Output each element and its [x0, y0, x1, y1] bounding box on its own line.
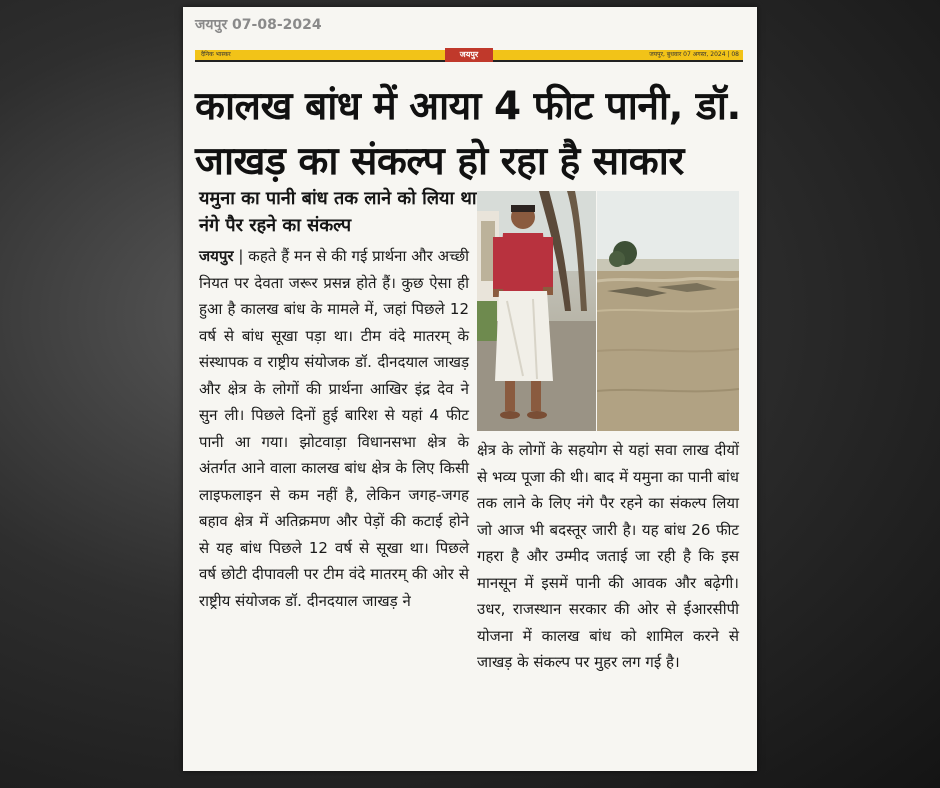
newspaper-clipping	[183, 7, 757, 771]
headline-line-2: जाखड़ का संकल्प हो रहा है साकार	[195, 139, 684, 184]
photo-man-barefoot	[477, 191, 596, 431]
photo-dam-water	[597, 191, 739, 431]
headline	[195, 79, 747, 189]
masthead-bar	[195, 50, 743, 62]
masthead-paper-name: दैनिक भास्कर	[201, 51, 231, 58]
photo-dam-illustration	[597, 191, 739, 431]
subheadline: यमुना का पानी बांध तक लाने को लिया था नंगे पैर रहने का संकल्प	[199, 188, 477, 236]
dateline: जयपुर 07-08-2024	[195, 17, 322, 33]
masthead-date-page: जयपुर, बुधवार 07 अगस्त, 2024 | 08	[649, 51, 739, 58]
masthead-section-tag: जयपुर	[445, 48, 493, 62]
article-column-1-text: कहते हैं मन से की गई प्रार्थना और अच्छी नियत पर देवता जरूर प्रसन्न होते हैं। कुछ ऐसा ही हुआ है कालख बांध के मामले में, जहां पिछले 12 वर्ष से बांध सूखा पड़ा था। टीम वंदे मातरम् के संस्थापक व राष्ट्रीय संयोजक डॉ. दीनदयाल जाखड़ और क्षेत्र के लोगों की प्रार्थना आखिर इंद्र देव ने सुन ली। पिछले दिनों हुई बारिश से यहां 4 फीट पानी आ गया। झोटवाड़ा विधानसभा क्षेत्र के अंतर्गत आने वाला कालख बांध क्षेत्र के लिए किसी लाइफलाइन से कम नहीं है, लेकिन जगह-जगह बहाव क्षेत्र में अतिक्रमण और पेड़ों की कटाई होने से यह बांध पिछले 12 वर्ष से सूखा था। पिछले वर्ष छोटी दीपावली पर टीम वंदे मातरम् की ओर से राष्ट्रीय संयोजक डॉ. दीनदयाल जाखड़ ने	[199, 247, 469, 610]
headline-line-1: कालख बांध में आया 4 फीट पानी, डॉ.	[195, 84, 741, 129]
article-place: जयपुर	[199, 247, 234, 265]
article-column-2: क्षेत्र के लोगों के सहयोग से यहां सवा लाख दीयों से भव्य पूजा की थी। बाद में यमुना का पानी बांध तक लाने के लिए नंगे पैर रहने का संकल्प लिया जो आज भी बदस्तूर जारी है। यह बांध 26 फीट गहरा है और उम्मीद जताई जा रही है कि इस मानसून में इसमें पानी की आवक और बढ़ेगी। उधर, राजस्थान सरकार की ओर से ईआरसीपी योजना में कालख बांध को शामिल करने से जाखड़ के संकल्प पर मुहर लग गई है।	[477, 441, 739, 671]
photo-man-illustration	[477, 191, 596, 431]
article-column-1: जयपुर | कहते हैं मन से की गई प्रार्थना और अच्छी नियत पर देवता जरूर प्रसन्न होते हैं। कुछ ऐसा ही हुआ है कालख बांध के मामले में, जहां पिछले 12 वर्ष से बांध सूखा पड़ा था। टीम वंदे मातरम् के संस्थापक व राष्ट्रीय संयोजक डॉ. दीनदयाल जाखड़ और क्षेत्र के लोगों की प्रार्थना आखिर इंद्र देव ने सुन ली। पिछले दिनों हुई बारिश से यहां 4 फीट पानी आ गया। झोटवाड़ा विधानसभा क्षेत्र के अंतर्गत आने वाला कालख बांध क्षेत्र के लिए किसी लाइफलाइन से कम नहीं है, लेकिन जगह-जगह बहाव क्षेत्र में अतिक्रमण और पेड़ों की कटाई होने से यह बांध पिछले 12 वर्ष से सूखा था। पिछले वर्ष छोटी दीपावली पर टीम वंदे मातरम् की ओर से राष्ट्रीय संयोजक डॉ. दीनदयाल जाखड़ ने	[199, 247, 469, 610]
